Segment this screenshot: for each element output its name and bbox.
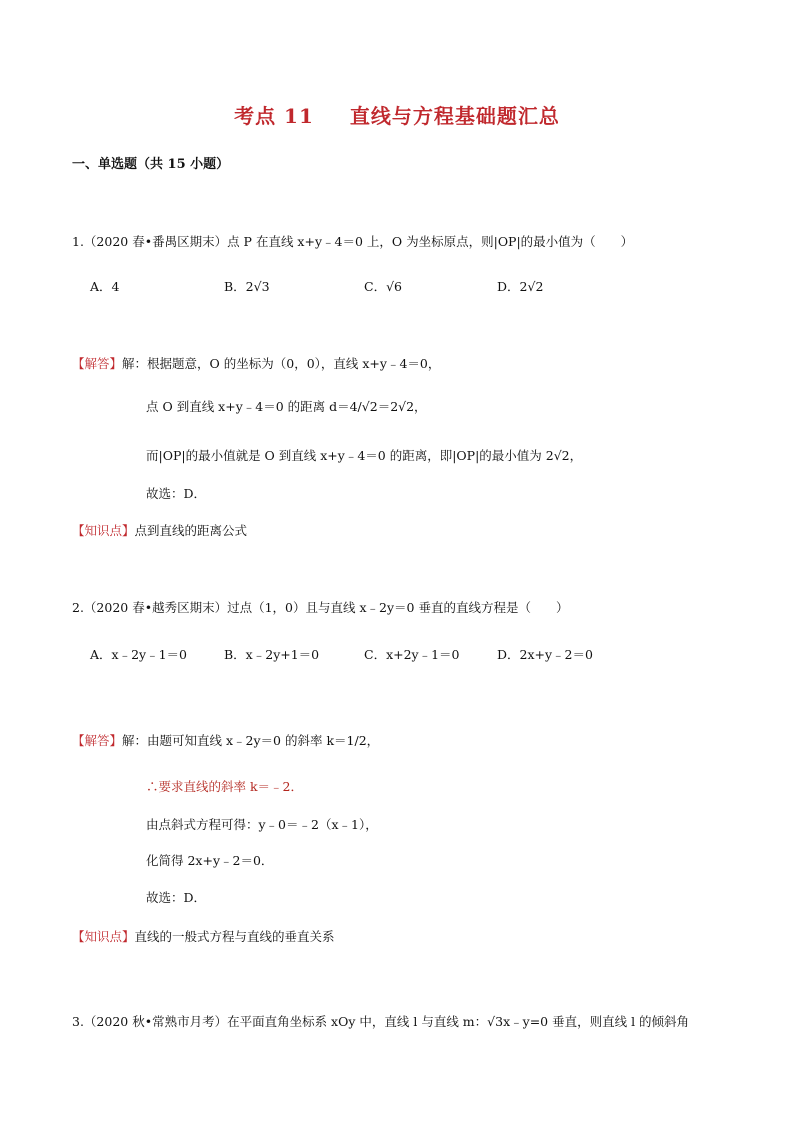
q1-answer-tag: 【解答】 [72,356,123,371]
q2-option-a: A．x﹣2y﹣1＝0 [90,647,187,662]
q1-option-d: D．2√2 [497,279,544,294]
q1-option-c: C．√6 [364,279,402,294]
q1-answer-line-1: 【解答】解：根据题意，O 的坐标为（0，0），直线 x+y﹣4＝0， [72,356,441,371]
q2-answer-tag: 【解答】 [72,733,123,748]
title-part1: 考点 11 [234,104,314,128]
q2-answer-line-3: 由点斜式方程可得：y﹣0＝﹣2（x﹣1）， [146,817,378,832]
q2-answer-line-4: 化简得 2x+y﹣2＝0． [146,853,274,868]
q2-knowledge: 【知识点】直线的一般式方程与直线的垂直关系 [72,929,335,944]
section-heading: 一、单选题（共 15 小题） [72,157,230,172]
q1-option-a: A．4 [90,279,120,294]
q1-knowledge-tag: 【知识点】 [72,523,135,538]
q1-option-b: B．2√3 [224,279,270,294]
q1-answer-line-4: 故选：D． [146,486,207,501]
q2-answer-line-2: ∴要求直线的斜率 k＝﹣2． [146,779,304,794]
question-1-stem: 1.（2020 春•番禺区期末）点 P 在直线 x+y﹣4＝0 上，O 为坐标原点，则|OP|的最小值为（ ） [72,234,634,249]
q2-answer-line-1: 【解答】解：由题可知直线 x﹣2y＝0 的斜率 k＝1/2， [72,733,380,748]
q1-knowledge: 【知识点】点到直线的距离公式 [72,523,248,538]
page-title [0,100,794,129]
q2-knowledge-tag: 【知识点】 [72,929,135,944]
q2-option-b: B．x﹣2y+1＝0 [224,647,320,662]
q1-answer-line-2: 点 O 到直线 x+y﹣4＝0 的距离 d＝4/√2＝2√2， [146,399,427,414]
title-part2: 直线与方程基础题汇总 [349,104,560,128]
q2-option-c: C．x+2y﹣1＝0 [364,647,460,662]
q2-option-d: D．2x+y﹣2＝0 [497,647,593,662]
q2-answer-line-5: 故选：D． [146,890,207,905]
question-3-stem: 3.（2020 秋•常熟市月考）在平面直角坐标系 xOy 中，直线 l 与直线 m：√3x﹣y=0 垂直，则直线 l 的倾斜角 [72,1014,690,1029]
q1-answer-line-3: 而|OP|的最小值就是 O 到直线 x+y﹣4＝0 的距离，即|OP|的最小值为 2√2， [146,448,583,463]
question-2-stem: 2.（2020 春•越秀区期末）过点（1，0）且与直线 x﹣2y＝0 垂直的直线方程是（ ） [72,600,569,615]
